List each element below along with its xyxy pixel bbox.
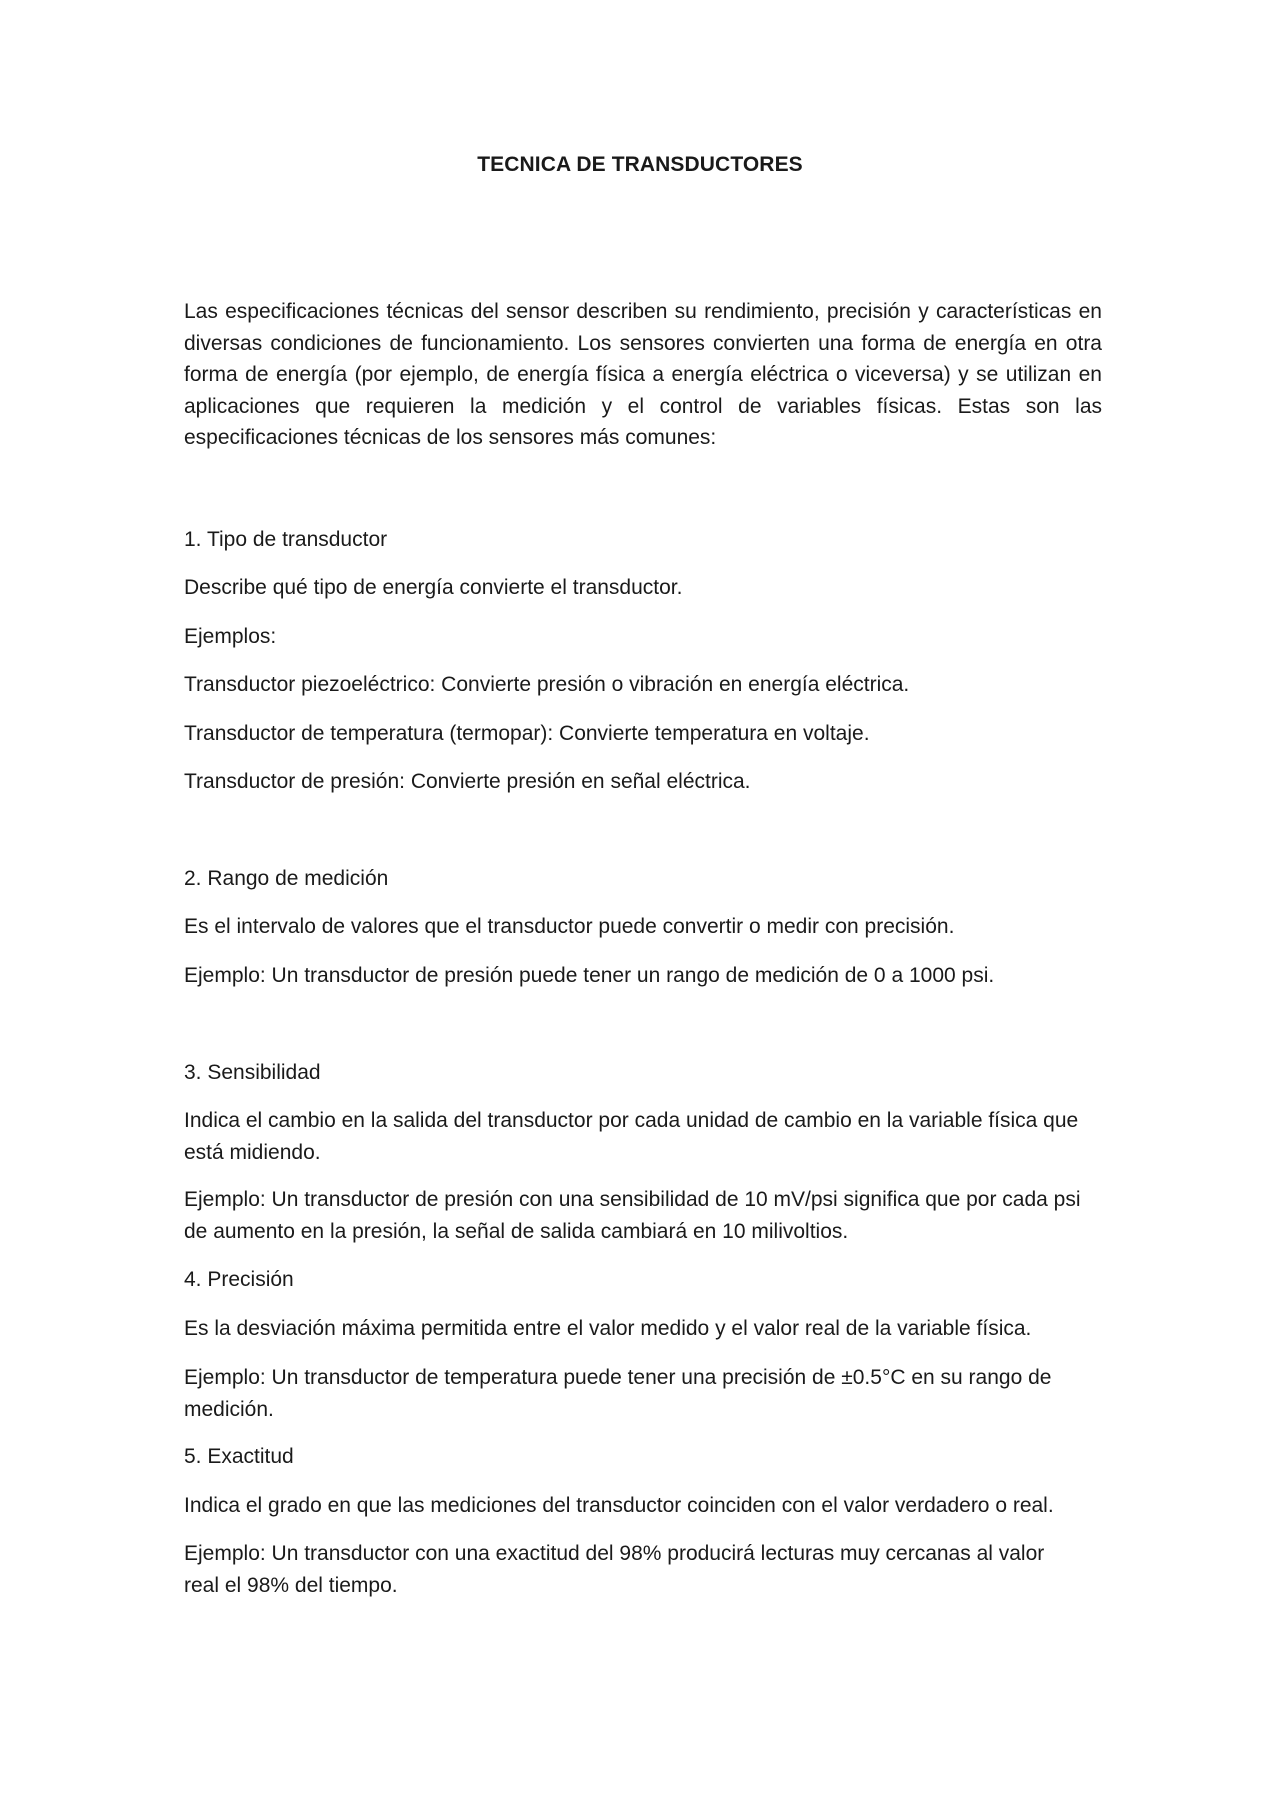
examples-label: Ejemplos: [184,625,277,648]
example-item: Transductor de temperatura (termopar): Convierte temperatura en voltaje. [184,722,870,745]
section-heading: 2. Rango de medición [184,867,389,890]
section-description: Es la desviación máxima permitida entre el valor medido y el valor real de la variable física. [184,1317,1032,1340]
section-description: Describe qué tipo de energía convierte el transductor. [184,576,683,599]
section-example: Ejemplo: Un transductor de presión con una sensibilidad de 10 mV/psi significa que por cada psi de aumento en la presión, la señal de salida cambiará en 10 milivoltios. [184,1188,1081,1243]
section-heading: 1. Tipo de transductor [184,528,388,551]
section-description: Es el intervalo de valores que el transductor puede convertir o medir con precisión. [184,915,955,938]
section-description: Indica el grado en que las mediciones del transductor coinciden con el valor verdadero o real. [184,1494,1054,1517]
section-example: Ejemplo: Un transductor de temperatura puede tener una precisión de ±0.5°C en su rango de medición. [184,1366,1052,1421]
section-heading: 4. Precisión [184,1268,294,1291]
document-title: TECNICA DE TRANSDUCTORES [477,153,803,176]
example-item: Transductor de presión: Convierte presión en señal eléctrica. [184,770,751,793]
example-item: Transductor piezoeléctrico: Convierte presión o vibración en energía eléctrica. [184,673,910,696]
section-heading: 5. Exactitud [184,1445,294,1468]
section-example: Ejemplo: Un transductor con una exactitud del 98% producirá lecturas muy cercanas al valor real el 98% del tiempo. [184,1542,1045,1597]
intro-paragraph: Las especificaciones técnicas del sensor describen su rendimiento, precisión y características en diversas condiciones de funcionamiento. Los sensores convierten una forma de energía en otra forma de energía (por ejemplo, de energía física a energía eléctrica o viceversa) y se utilizan en aplicaciones que requieren la medición y el control de variables físicas. Estas son las especificaciones técnicas de los sensores más comunes: [184,300,1102,449]
section-description: Indica el cambio en la salida del transductor por cada unidad de cambio en la variable física que está midiendo. [184,1109,1079,1164]
section-heading: 3. Sensibilidad [184,1061,321,1084]
section-example: Ejemplo: Un transductor de presión puede tener un rango de medición de 0 a 1000 psi. [184,964,995,987]
